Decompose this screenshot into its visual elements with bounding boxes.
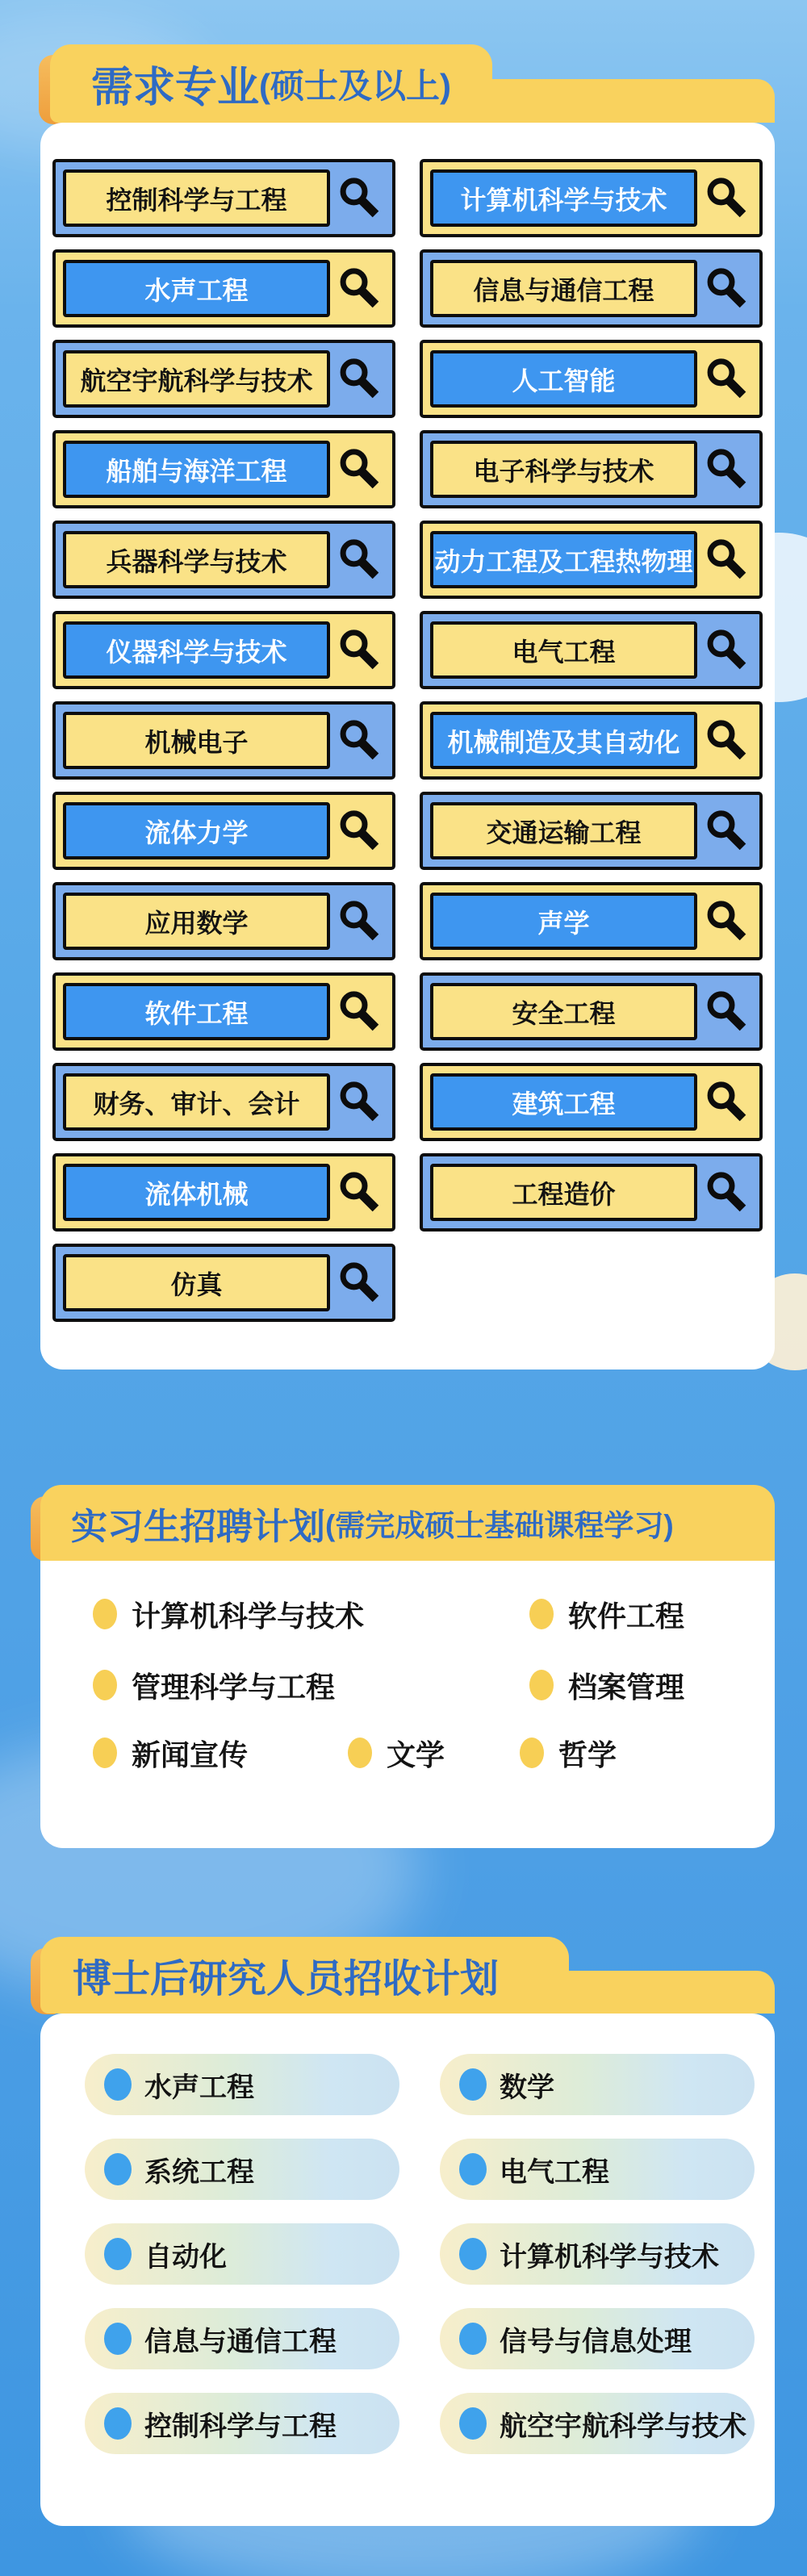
major-button[interactable] [420,340,763,418]
majors-title-note: (硕士及以上) [259,66,451,105]
search-icon [333,712,385,769]
intern-tab [40,1485,775,1561]
intern-major-label: 档案管理 [568,1670,685,1704]
intern-title-text: 实习生招聘计划 [71,1505,326,1547]
intern-major-label: 计算机科学与技术 [132,1599,365,1633]
postdoc-major-label: 信号与信息处理 [500,2326,692,2357]
major-button[interactable] [52,430,395,508]
postdoc-tab [40,1937,569,2014]
majors-tab [50,44,492,123]
postdoc-title-text: 博士后研究人员招收计划 [73,1958,500,2001]
postdoc-section-title [40,1937,569,2014]
intern-section-title [40,1485,775,1561]
intern-major-item [348,1732,445,1774]
postdoc-major-pill [85,2223,399,2285]
major-button[interactable] [420,1063,763,1141]
major-button[interactable] [52,340,395,418]
major-button-label: 流体机械 [63,1164,330,1221]
major-button-label: 电气工程 [430,621,697,679]
bullet-dot-icon [104,2238,132,2270]
postdoc-card [40,2014,775,2526]
search-icon [700,802,752,859]
search-icon [333,260,385,317]
intern-card [40,1561,775,1848]
major-button-label: 工程造价 [430,1164,697,1221]
postdoc-major-pill [440,2308,755,2369]
postdoc-major-pill [85,2054,399,2115]
search-icon [333,1164,385,1221]
bullet-dot-icon [459,2238,487,2270]
major-button-label: 航空宇航科学与技术 [63,350,330,408]
search-icon [700,712,752,769]
major-button-label: 信息与通信工程 [430,260,697,317]
bullet-dot-icon [93,1670,117,1700]
postdoc-major-label: 水声工程 [144,2072,254,2103]
search-icon [333,1073,385,1131]
majors-grid [52,159,763,1322]
major-button[interactable] [52,792,395,870]
majors-title-text: 需求专业 [91,65,260,111]
intern-major-label: 哲学 [558,1738,617,1771]
major-button-label: 计算机科学与技术 [430,169,697,227]
postdoc-major-pill [440,2223,755,2285]
major-button[interactable] [420,972,763,1051]
search-icon [700,1073,752,1131]
major-button-label: 动力工程及工程热物理 [430,531,697,588]
major-button[interactable] [420,701,763,780]
major-button[interactable] [52,249,395,328]
major-button[interactable] [52,1063,395,1141]
bullet-dot-icon [459,2068,487,2101]
major-button[interactable] [420,1153,763,1232]
intern-major-item [529,1593,684,1635]
bullet-dot-icon [529,1670,554,1700]
major-button-label: 人工智能 [430,350,697,408]
bullet-dot-icon [93,1738,117,1768]
major-button[interactable] [420,249,763,328]
intern-major-label: 文学 [387,1738,445,1771]
postdoc-major-label: 信息与通信工程 [144,2326,337,2357]
bullet-dot-icon [459,2153,487,2185]
intern-major-item [529,1664,684,1706]
bullet-dot-icon [104,2407,132,2440]
major-button-label: 船舶与海洋工程 [63,441,330,498]
intern-major-label: 软件工程 [568,1599,685,1633]
postdoc-major-pill [85,2308,399,2369]
postdoc-major-label: 控制科学与工程 [144,2411,337,2442]
majors-section-title [50,44,492,123]
search-icon [700,169,752,227]
bullet-dot-icon [104,2068,132,2101]
bullet-dot-icon [93,1599,117,1629]
bullet-dot-icon [520,1738,544,1768]
intern-major-item [93,1732,248,1774]
bullet-dot-icon [459,2323,487,2355]
search-icon [333,1254,385,1311]
major-button-label: 流体力学 [63,802,330,859]
postdoc-major-pill [85,2139,399,2200]
search-icon [333,983,385,1040]
search-icon [333,169,385,227]
search-icon [700,983,752,1040]
intern-major-label: 新闻宣传 [132,1738,249,1771]
intern-major-item [93,1593,364,1635]
bullet-dot-icon [459,2407,487,2440]
major-button[interactable] [52,159,395,237]
majors-card [40,123,775,1370]
major-button-label: 机械制造及其自动化 [430,712,697,769]
search-icon [700,531,752,588]
major-button-label: 交通运输工程 [430,802,697,859]
major-button[interactable] [420,882,763,960]
intern-major-label: 管理科学与工程 [132,1670,336,1704]
major-button-label: 兵器科学与技术 [63,531,330,588]
major-button[interactable] [420,611,763,689]
search-icon [333,802,385,859]
postdoc-major-label: 电气工程 [500,2156,609,2188]
bullet-dot-icon [104,2323,132,2355]
postdoc-major-label: 数学 [500,2072,554,2103]
search-icon [700,621,752,679]
major-button[interactable] [52,882,395,960]
majors-tab-extension [484,79,775,123]
major-button-label: 控制科学与工程 [63,169,330,227]
major-button-label: 水声工程 [63,260,330,317]
major-button[interactable] [420,430,763,508]
bullet-dot-icon [104,2153,132,2185]
major-button[interactable] [52,611,395,689]
bullet-dot-icon [348,1738,372,1768]
major-button[interactable] [52,1153,395,1232]
postdoc-major-pill [440,2054,755,2115]
major-button-label: 安全工程 [430,983,697,1040]
major-button-label: 仪器科学与技术 [63,621,330,679]
postdoc-major-label: 自动化 [144,2241,227,2273]
major-button-label: 软件工程 [63,983,330,1040]
search-icon [333,350,385,408]
major-button[interactable] [420,792,763,870]
major-button[interactable] [52,1244,395,1322]
search-icon [333,441,385,498]
major-button-label: 仿真 [63,1254,330,1311]
major-button-label: 应用数学 [63,893,330,950]
intern-major-item [520,1732,617,1774]
major-button[interactable] [52,701,395,780]
search-icon [333,621,385,679]
major-button[interactable] [420,159,763,237]
search-icon [333,531,385,588]
major-button-label: 电子科学与技术 [430,441,697,498]
bullet-dot-icon [529,1599,554,1629]
major-button[interactable] [420,521,763,599]
postdoc-major-pill [85,2393,399,2454]
intern-major-item [93,1664,335,1706]
intern-title-note: (需完成硕士基础课程学习) [325,1509,674,1542]
search-icon [333,893,385,950]
postdoc-major-label: 计算机科学与技术 [500,2241,719,2273]
postdoc-major-label: 航空宇航科学与技术 [500,2411,746,2442]
major-button[interactable] [52,972,395,1051]
postdoc-major-pill [440,2393,755,2454]
postdoc-major-pill [440,2139,755,2200]
major-button-label: 声学 [430,893,697,950]
major-button-label: 建筑工程 [430,1073,697,1131]
search-icon [700,893,752,950]
search-icon [700,1164,752,1221]
major-button-label: 机械电子 [63,712,330,769]
search-icon [700,441,752,498]
search-icon [700,350,752,408]
major-button[interactable] [52,521,395,599]
search-icon [700,260,752,317]
major-button-label: 财务、审计、会计 [63,1073,330,1131]
postdoc-major-label: 系统工程 [144,2156,254,2188]
postdoc-tab-extension [557,1971,775,2014]
